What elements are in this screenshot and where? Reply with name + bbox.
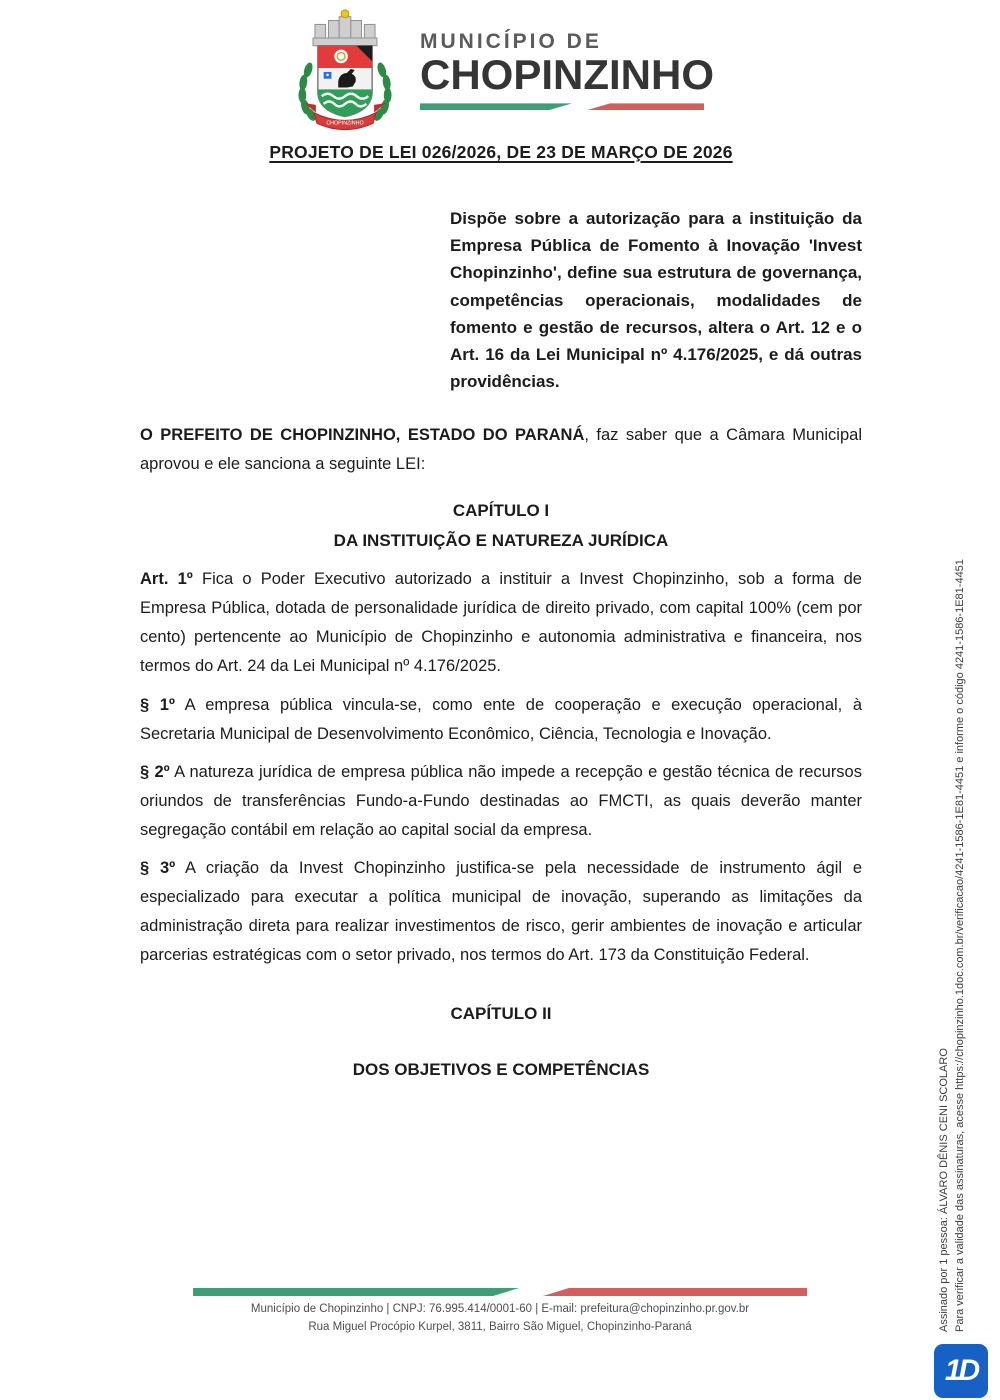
paragraph-1-lead: § 1º	[140, 695, 175, 714]
chapter-1-label: CAPÍTULO I	[452, 501, 550, 521]
paragraph-2-lead: § 2º	[140, 762, 170, 781]
page-footer	[0, 1288, 1000, 1337]
crest-ribbon-text: CHOPINZINHO	[326, 120, 364, 127]
org-prefix: MUNICÍPIO DE	[420, 29, 602, 53]
chapter-2-label: CAPÍTULO II	[450, 1003, 552, 1023]
preamble-paragraph	[140, 421, 862, 479]
org-stripes	[420, 103, 704, 110]
paragraph-2	[140, 758, 862, 845]
paragraph-2-text: A natureza jurídica de empresa pública não impede a recepção e gestão técnica de recursos oriundos de transferências Fundo-a-Fundo destinadas ao FMCTI, as quais deverão manter segregação contábil em relação ao capital social da empresa.	[140, 762, 862, 839]
footer-contact-line: Município de Chopinzinho | CNPJ: 76.995.414/0001-60 | E-mail: prefeitura@chopinzinho.pr.gov.br	[250, 1303, 750, 1315]
ementa-paragraph: Dispõe sobre a autorização para a instituição da Empresa Pública de Fomento à Inovação 'Invest Chopinzinho', define sua estrutura de governança, competências operacionais, modalidades de fomento e gestão de recursos, altera o Art. 12 e o Art. 16 da Lei Municipal nº 4.176/2025, e dá outras providências.	[450, 209, 862, 392]
footer-stripes	[193, 1288, 807, 1296]
coat-of-arms-icon	[286, 6, 404, 134]
paragraph-3-lead: § 3º	[140, 858, 176, 877]
paragraph-3	[140, 854, 862, 970]
article-1-text: Fica o Poder Executivo autorizado a instituir a Invest Chopinzinho, sob a forma de Empresa Pública, dotada de personalidade jurídica de direito privado, com capital 100% (cem por cento) pertencente ao Município de Chopinzinho e autonomia administrativa e financeira, nos termos do Art. 24 da Lei Municipal nº 4.176/2025.	[140, 570, 862, 676]
footer-red-stripe	[543, 1288, 807, 1296]
onedoc-logo-text: 1D	[944, 1354, 978, 1387]
municipal-header	[0, 6, 1000, 134]
org-name: CHOPINZINHO	[420, 50, 714, 98]
signature-signer-line: Assinado por 1 pessoa: ÁLVARO DÊNIS CENI SCOLARO	[938, 1048, 950, 1332]
onedoc-logo-icon	[934, 1344, 988, 1398]
paragraph-1	[140, 691, 862, 749]
article-1-lead: Art. 1º	[140, 570, 193, 589]
paragraph-3-text: A criação da Invest Chopinzinho justifica-se pela necessidade de instrumento ágil e especializado para executar a política municipal de inovação, superando as limitações da administração direta para realizar investimentos de risco, gerir ambientes de inovação e articular parcerias estratégicas com o setor privado, nos termos do Art. 173 da Constituição Federal.	[140, 858, 863, 964]
footer-address-line: Rua Miguel Procópio Kurpel, 3811, Bairro São Miguel, Chopinzinho-Paraná	[308, 1320, 692, 1333]
org-wordmark	[420, 30, 714, 111]
preamble-rest: , faz saber que a Câmara Municipal aprovou e ele sanciona a seguinte LEI:	[140, 426, 862, 474]
signature-sidebar	[936, 432, 968, 1332]
footer-green-stripe	[193, 1288, 519, 1296]
article-1-paragraph	[140, 565, 862, 681]
signature-verification-line: Para verificar a validade das assinaturas, acesse https://chopinzinho.1doc.com.br/verificacao/4241-1586-1E81-4451 e informe o código 4241-1586-1E81-4451	[954, 559, 966, 1332]
red-stripe	[586, 103, 704, 110]
document-body	[140, 142, 862, 1094]
chapter-1-title: DA INSTITUIÇÃO E NATUREZA JURÍDICA	[333, 531, 669, 551]
green-stripe	[420, 103, 572, 110]
chapter-2-title: DOS OBJETIVOS E COMPETÊNCIAS	[352, 1059, 650, 1079]
preamble-lead: O PREFEITO DE CHOPINZINHO, ESTADO DO PARANÁ	[140, 426, 585, 445]
paragraph-1-text: A empresa pública vincula-se, como ente de cooperação e execução operacional, à Secretaria Municipal de Desenvolvimento Econômico, Ciência, Tecnologia e Inovação.	[140, 695, 862, 743]
document-title: PROJETO DE LEI 026/2026, DE 23 DE MARÇO DE 2026	[269, 142, 733, 162]
